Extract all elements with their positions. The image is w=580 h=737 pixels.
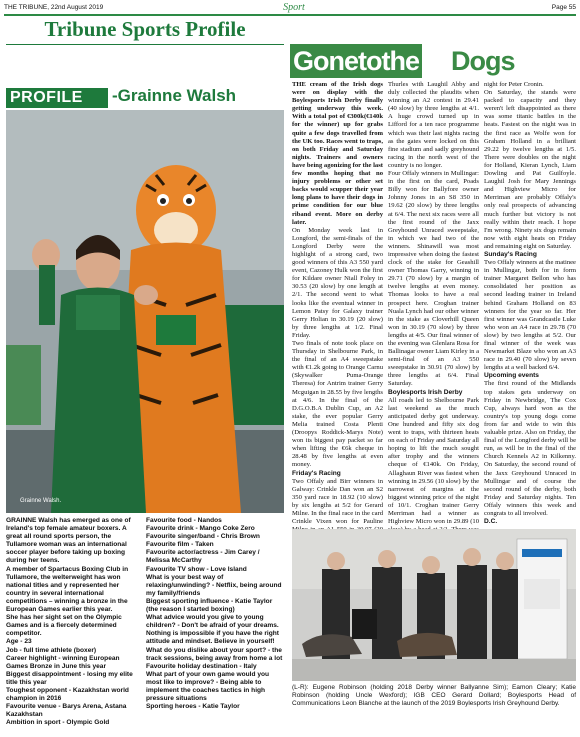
article-paragraph: Four Offaly winners in Mullingar: in the first on the card, Poads Billy won for Ballyfore owner Johnny Jones in an S8 350 in 19.62 (20 slow) by three lengths at 6/4. The next six races were all the first round of the Jaxx Greyhound Unraced sweepstake, in which we had two of the winners. Shinawill was most impressive when doing the fastest clock of the stake for Geashill owner Thomas Garry, winning in 29.71 (70 slow) by a margin of twelve lengths at even money. Thomas looks to have a real prospect here. Croghan trainer Nuala Lynch had our other winner in the stake as Cloverhill Queen won in 30.19 (70 slow) by three lengths at 4/5. Our final winner of the evening was Glenlara Rosa for Ballinagar owner Liam Kirley in a semi-final of an A3 550 sweepstake in 30.91 (70 slow) by three lengths at 6/4. Final Saturday. <box>388 170 479 388</box>
article-paragraph: night for Peter Cronin. <box>484 81 544 88</box>
profile-fact: What advice would you give to young children? - Don't be afraid of your dreams. Nothing is impossible if you have the right attitude and mindset. Believe in yourself! <box>146 614 279 646</box>
article-paragraph: Two Offaly winners at the matinee in Mullingar, both for in form trainer Margaret Bellon who has consolidated her position as second leading trainer in Ireland behind Graham Holland on 83 winners for the year so far. Her first winner was Grandcastle Luke who won an A4 race in 29.78 (70 slow) by two lengths at 5/2. Our final winner of the week was Newmarket Blaze who won an A3 race in 29.40 (70 slow) by seven lengths at a well backed 6/4. <box>484 259 576 372</box>
profile-fact: Favourite food - Nandos <box>146 517 222 524</box>
article-column-3 <box>484 81 576 526</box>
page-number: Page 55 <box>551 4 576 11</box>
profile-fact: Favourite drink - Mango Coke Zero <box>146 525 255 533</box>
section-label: Sport <box>283 2 305 13</box>
profile-paragraph: GRAINNE Walsh has emerged as one of Ireland's top female amateur boxers. A great all round sports person, the Tullamore woman was an international soccer player before taking up boxing during her teens. <box>6 517 131 565</box>
profile-paragraph: She has her sight set on the Olympic Games and is a fiercely determined competitor. <box>6 614 122 638</box>
profile-paragraph: A member of Spartacus Boxing Club in Tullamore, the welterweight has won national titles and y represented her country in several international competitions – winning a bronze in the European Games earlier this year. <box>6 565 129 614</box>
masthead-part-1: Gonetothe <box>290 44 422 78</box>
profile-fact: What is your best way of relaxing/unwinding? - Netflix, being around my family/friends <box>146 573 282 597</box>
profile-fact: Job - full time athlete (boxer) <box>6 646 97 654</box>
tiger-mascot-illustration <box>6 45 284 513</box>
article-paragraph: Two Offaly and Birr winners in Galway: Crinkle Dan won an S2 350 yard race in 18.92 (10 slow) by six lengths at 5/2 for Gerard Milne. In the final race in the card Crinkle Vixen won for Pauline <box>292 477 383 526</box>
article-paragraph: The first round of the Midlands top stakes gets underway on Friday in Newbridge, The Cox Cup, always hard won as the country's top young dogs come from far and wide to win this valuable prize. Also on Friday, the final of the Longford derby will be run, as will be in the final of the Church Kennels A2 in Kilkenny. On Saturday, the second round of the Jaxx Greyhound Unraced in Mullingar and of course the second round of the derby, both Friday and Saturday nights. Ten Offaly winners this week and congrats to all involved. <box>484 380 576 517</box>
profile-left-column <box>6 517 140 727</box>
derby-launch-photo <box>292 529 576 681</box>
page-header <box>4 2 576 14</box>
article-paragraph: On Saturday, the stands were packed to capacity and they weren't left disappointed as there was some titanic battles in the heats. Fastest on the night was in the first race as Wolfe won for Graham Holland in a brilliant 29.22 by twelve lengths at 1/5. There were doubles on the night for Holland, Kieran Lynch, Liam Dowling and Pat Guilfoyle. Laughil Josh for Mary Jennings and Highview Micro for Merriman are probably Offaly's only real prospects of advancing much further but victory is not really within their reach. I hope I'm wrong. Ninety six dogs remain now with eight heats on Friday and remaining eight on Saturday. <box>484 89 576 250</box>
profile-title: Tribune Sports Profile <box>44 17 246 41</box>
profile-fact: Biggest sporting influence - Katie Taylor (the reason I started boxing) <box>146 597 273 614</box>
profile-name: -Grainne Walsh <box>112 86 237 105</box>
masthead-part-2: Dogs <box>451 46 515 76</box>
header-rule <box>4 14 576 16</box>
derby-photo-caption: (L-R): Eugene Robinson (holding 2018 Derby winner Ballyanne Sim); Eamon Cleary; Katie Robinson (holding Uncle Wexford); IGB CEO Gerard Dollard; Boylesports Head of Communications Leon Blanche at the launch of the 2019 Boylesports Irish Greyhound Derby. <box>292 684 576 707</box>
article-paragraph: All roads led to Shelbourne Park last weekend as the much anticipated derby got underway. One hundred and fifty six dog went to traps, with thirteen heats on each of Friday and Saturday all hoping to lift the much sought after trophy and the winners cheque of €140k. On Friday, Allaghaun River was fastest when winning in 29.56 (10 slow) by the narrowest of margins at the biggest winning price of the night of 10/1. Croghan trainer Gerry Merriman had a winner as Highview Micro won in 29.89 (10 <box>388 396 479 526</box>
profile-fact: Favourite holiday destination - Italy <box>146 662 257 670</box>
profile-fact: Career highlight - winning European Games Bronze in June this year <box>6 654 120 670</box>
article-subheading: Sunday's Racing <box>484 250 537 258</box>
profile-fact: Favourite singer/band - Chris Brown <box>146 533 260 541</box>
profile-label: PROFILE <box>6 88 108 108</box>
profile-fact: Sporting heroes - Katie Taylor <box>146 703 240 711</box>
profile-fact: Favourite actor/actress - Jim Carey / Melissa McCarthy <box>146 549 260 565</box>
article-paragraph: On Monday week last in Longford, the semi-finals of the Longford Derby were the highlight of a strong card, two good winners of this A3 550 yard event, Cazoney Hulk won the first for Kildare owner Niall Foley in 30.53 (20 slow) by one length at 2/1. The second went to what looks like the eventual winner in Lemon Patsy for Galaxy trainer Gerry Holian in 30.19 (20 slow) by three lengths at 1/2. Final Friday. <box>292 226 383 339</box>
profile-fact: Favourite TV show - Love Island <box>146 565 247 573</box>
article-signature: D.C. <box>484 518 498 526</box>
article-paragraph: Two finals of note took place on Thursday in Shelbourne Park, in the final of an A4 sweepstake with €1.2k going to Orange Carnu (Skywalker Puma-Orange Theresa) for Antrim trainer Gerry Mcguigan in 28.55 by five lengths at 4/6. In the final of the D.G.O.B.A Dublin Cup, an A2 stake, the ever popular Gerry Melia trained Costa Plenti (Droopys Roddick-Marys Note) won its biggest pay packet so far when lifting the €6k cheque in 28.48 by five lengths at even money. <box>292 340 383 469</box>
profile-fact: Favourite venue - Barys Arena, Astana Kazakhstan <box>6 703 127 719</box>
publication-date: THE TRIBUNE, 22nd August 2019 <box>4 4 104 11</box>
article-lead: THE cream of the Irish dogs were on display with the Boylesports Irish Derby finally getting underway this week. With a total pot of €300k(€140k for the winner) up for grabs quite a few dogs travelled from the UK too. Races went to traps, on both Friday and Saturday nights. Trainers and owners have being agonizing for the last few months hoping that no injury problems or other set backs would scupper their year long plans to have their dogs in prime condition for our blue riband event. More on derby later. <box>292 81 383 226</box>
profile-fact: Ambition in sport - Olympic Gold <box>6 719 110 727</box>
profile-fact: Favourite film - Taken <box>146 541 214 549</box>
article-column-2 <box>388 81 479 542</box>
article-subheading: Upcoming events <box>484 372 539 380</box>
article-subheading: Friday's Racing <box>292 469 341 477</box>
article-column-1 <box>292 81 383 567</box>
article-paragraph: Thurles with Laughil Abby and duly collected the plaudits when winning an A2 contest in 29.41 (40 slow) by three lengths at 4/1. A huge crowd turned up in Lifford for a ten race programme which was their last nights racing as the gates were locked on this fine stadium and sadly greyhound racing in the north west of the country is no longer. <box>388 81 479 169</box>
article-subheading: Boylesports Irish Derby <box>388 388 463 396</box>
profile-right-column <box>146 517 284 711</box>
profile-banner <box>6 88 284 110</box>
profile-fact: Biggest disappointment - losing my elite title this year <box>6 670 133 686</box>
profile-photo-caption: Grainne Walsh. <box>20 498 62 504</box>
profile-fact: Age - 23 <box>6 638 32 646</box>
gone-to-the-dogs-masthead <box>290 44 576 78</box>
profile-fact: What part of your own game would you most like to improve? - Being able to implement the coaches tactics in high pressure situations <box>146 670 270 703</box>
profile-fact: What do you dislike about your sport? - the track sessions, being away from home a lot <box>146 646 283 662</box>
profile-fact: Toughest opponent - Kazakhstan world champion in 2016 <box>6 686 129 703</box>
